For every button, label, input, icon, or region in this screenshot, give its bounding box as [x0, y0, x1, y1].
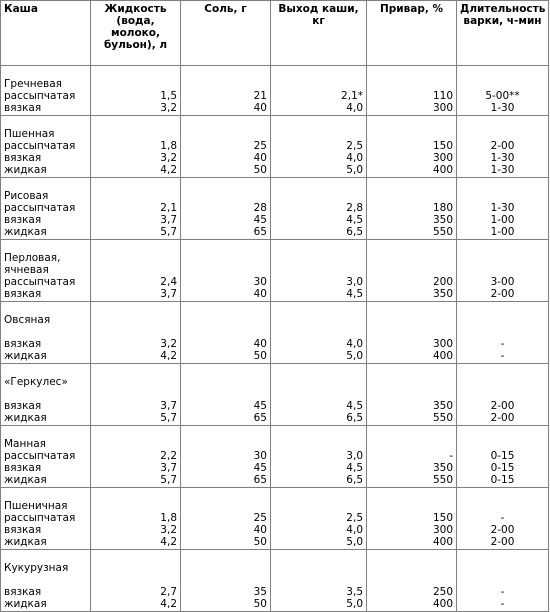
header-boil [367, 1, 457, 66]
porridge-title: Пшеничная [4, 500, 68, 512]
duration-cell [457, 178, 549, 240]
value: 550 [432, 474, 453, 486]
porridge-title: Пшенная [4, 128, 55, 140]
value: 40 [253, 102, 267, 114]
porridge-name-cell [1, 116, 91, 178]
salt-cell [181, 178, 271, 240]
porridge-title: «Геркулес» [4, 376, 68, 388]
value: 4,0 [346, 152, 363, 164]
header-liquid [91, 1, 181, 66]
consistency-label: вязкая [4, 400, 42, 412]
value: 400 [432, 164, 453, 176]
value: 35 [253, 586, 267, 598]
duration-cell [457, 66, 549, 116]
value: 5,7 [160, 412, 177, 424]
value: 3,2 [160, 152, 177, 164]
value: - [500, 598, 505, 610]
yield-cell [271, 302, 367, 364]
consistency-label: жидкая [4, 474, 47, 486]
table-row [1, 426, 549, 488]
boil-cell [367, 426, 457, 488]
value: 45 [253, 214, 267, 226]
value: 300 [432, 102, 453, 114]
header-text: Привар, % [379, 3, 444, 15]
boil-cell [367, 364, 457, 426]
value: 1,5 [160, 90, 177, 102]
consistency-label: вязкая [4, 524, 42, 536]
value: - [500, 350, 505, 362]
value: 50 [253, 598, 267, 610]
consistency-label: вязкая [4, 214, 42, 226]
value: 2-00 [490, 536, 515, 548]
value: 4,2 [160, 350, 177, 362]
consistency-label: рассыпчатая [4, 90, 76, 102]
value: 150 [432, 140, 453, 152]
header-text: Каша [4, 3, 38, 15]
consistency-label: жидкая [4, 598, 47, 610]
consistency-label: жидкая [4, 350, 47, 362]
porridge-title: Гречневая [4, 78, 62, 90]
value: 3,0 [346, 276, 363, 288]
consistency-label: рассыпчатая [4, 202, 76, 214]
value: 3,7 [160, 462, 177, 474]
value: 4,0 [346, 102, 363, 114]
liquid-cell [91, 66, 181, 116]
value: 200 [432, 276, 453, 288]
liquid-cell [91, 364, 181, 426]
value: 5,7 [160, 226, 177, 238]
value: 2-00 [490, 140, 515, 152]
value: 2-00 [490, 524, 515, 536]
porridge-title: Манная [4, 438, 46, 450]
value: 65 [253, 226, 267, 238]
boil-cell [367, 240, 457, 302]
yield-cell [271, 178, 367, 240]
liquid-cell [91, 116, 181, 178]
duration-cell [457, 550, 549, 612]
table-body [1, 66, 549, 612]
value: 2,5 [346, 512, 363, 524]
value: 21 [253, 90, 267, 102]
salt-cell [181, 66, 271, 116]
salt-cell [181, 364, 271, 426]
porridge-name-cell [1, 426, 91, 488]
liquid-cell [91, 426, 181, 488]
value: 2-00 [490, 400, 515, 412]
value: 40 [253, 524, 267, 536]
value: 40 [253, 288, 267, 300]
value: 3-00 [490, 276, 515, 288]
value: 6,5 [346, 226, 363, 238]
liquid-cell [91, 550, 181, 612]
porridge-name-cell [1, 302, 91, 364]
header-text: молоко, [110, 27, 161, 39]
spacer [4, 116, 87, 128]
header-text: варки, ч-мин [463, 15, 542, 27]
value: 2,1* [341, 90, 363, 102]
value: 50 [253, 350, 267, 362]
liquid-cell [91, 178, 181, 240]
value: 5,0 [346, 164, 363, 176]
salt-cell [181, 240, 271, 302]
header-text: Выход каши, [278, 3, 359, 15]
consistency-label: вязкая [4, 288, 42, 300]
consistency-label: жидкая [4, 536, 47, 548]
boil-cell [367, 116, 457, 178]
value: 5-00** [485, 90, 520, 102]
value: 0-15 [490, 462, 515, 474]
liquid-cell [91, 240, 181, 302]
value: 4,5 [346, 400, 363, 412]
value: 4,2 [160, 536, 177, 548]
consistency-label: рассыпчатая [4, 450, 76, 462]
value: 2,1 [160, 202, 177, 214]
value: 2-00 [490, 412, 515, 424]
spacer [4, 488, 87, 500]
table-row [1, 550, 549, 612]
value: 6,5 [346, 474, 363, 486]
value: 4,5 [346, 288, 363, 300]
value: - [500, 512, 505, 524]
value: 5,7 [160, 474, 177, 486]
value: 28 [253, 202, 267, 214]
value: 2,4 [160, 276, 177, 288]
spacer [4, 426, 87, 438]
yield-cell [271, 240, 367, 302]
boil-cell [367, 488, 457, 550]
value: 1-00 [490, 226, 515, 238]
consistency-label: вязкая [4, 152, 42, 164]
yield-cell [271, 426, 367, 488]
value: 350 [432, 214, 453, 226]
value: 30 [253, 450, 267, 462]
consistency-label: рассыпчатая [4, 276, 76, 288]
value: 6,5 [346, 412, 363, 424]
duration-cell [457, 240, 549, 302]
spacer [4, 302, 87, 314]
boil-cell [367, 178, 457, 240]
consistency-label: рассыпчатая [4, 512, 76, 524]
duration-cell [457, 426, 549, 488]
spacer [4, 240, 87, 252]
salt-cell [181, 550, 271, 612]
boil-cell [367, 66, 457, 116]
porridge-title: Овсяная [4, 314, 51, 326]
consistency-label: жидкая [4, 164, 47, 176]
salt-cell [181, 488, 271, 550]
porridge-title: ячневая [4, 264, 49, 276]
value: 1-30 [490, 164, 515, 176]
porridge-name-cell [1, 488, 91, 550]
value: 3,0 [346, 450, 363, 462]
value: 150 [432, 512, 453, 524]
value: 5,0 [346, 536, 363, 548]
value: 3,7 [160, 288, 177, 300]
value: 5,0 [346, 598, 363, 610]
yield-cell [271, 364, 367, 426]
value: 350 [432, 400, 453, 412]
header-text: Длительность [460, 3, 546, 15]
header-text: бульон), л [103, 39, 168, 51]
value: 1,8 [160, 512, 177, 524]
header-row [1, 1, 549, 66]
value: 2-00 [490, 288, 515, 300]
yield-cell [271, 550, 367, 612]
header-yield [271, 1, 367, 66]
porridge-name-cell [1, 178, 91, 240]
spacer [4, 550, 87, 562]
liquid-cell [91, 302, 181, 364]
header-salt [181, 1, 271, 66]
table-header [1, 1, 549, 66]
value: 250 [432, 586, 453, 598]
value: 300 [432, 524, 453, 536]
porridge-title [4, 574, 87, 586]
value: 45 [253, 400, 267, 412]
spacer [4, 66, 87, 78]
value: 550 [432, 412, 453, 424]
value: 300 [432, 152, 453, 164]
porridge-title [4, 326, 87, 338]
header-text: Жидкость [104, 3, 167, 15]
value: 400 [432, 350, 453, 362]
yield-cell [271, 488, 367, 550]
yield-cell [271, 66, 367, 116]
porridge-name-cell [1, 550, 91, 612]
value: 50 [253, 164, 267, 176]
header-text: Соль, г [204, 3, 247, 15]
consistency-label: вязкая [4, 586, 42, 598]
value: 4,5 [346, 462, 363, 474]
consistency-label: вязкая [4, 462, 42, 474]
consistency-label: рассыпчатая [4, 140, 76, 152]
value: 5,0 [346, 350, 363, 362]
value: 2,2 [160, 450, 177, 462]
value: 4,2 [160, 598, 177, 610]
value: - [500, 586, 505, 598]
consistency-label: вязкая [4, 102, 42, 114]
porridge-name-cell [1, 240, 91, 302]
value: 4,0 [346, 524, 363, 536]
value: 65 [253, 474, 267, 486]
porridge-name-cell [1, 66, 91, 116]
salt-cell [181, 302, 271, 364]
porridge-title: Рисовая [4, 190, 49, 202]
value: 3,7 [160, 400, 177, 412]
porridge-title: Кукурузная [4, 562, 69, 574]
salt-cell [181, 116, 271, 178]
duration-cell [457, 116, 549, 178]
porridge-title: Перловая, [4, 252, 61, 264]
value: 30 [253, 276, 267, 288]
value: 3,2 [160, 102, 177, 114]
value: 2,5 [346, 140, 363, 152]
table-row [1, 240, 549, 302]
value: 4,2 [160, 164, 177, 176]
value: 3,2 [160, 524, 177, 536]
table-row [1, 364, 549, 426]
header-duration [457, 1, 549, 66]
value: - [449, 450, 453, 462]
value: 4,5 [346, 214, 363, 226]
value: 350 [432, 462, 453, 474]
consistency-label: вязкая [4, 338, 42, 350]
table-row [1, 178, 549, 240]
duration-cell [457, 364, 549, 426]
liquid-cell [91, 488, 181, 550]
consistency-label: жидкая [4, 226, 47, 238]
porridge-name-cell [1, 364, 91, 426]
table-row [1, 302, 549, 364]
spacer [4, 364, 87, 376]
boil-cell [367, 302, 457, 364]
value: 65 [253, 412, 267, 424]
value: 1,8 [160, 140, 177, 152]
value: 400 [432, 536, 453, 548]
value: 40 [253, 152, 267, 164]
value: 1-00 [490, 214, 515, 226]
value: 180 [432, 202, 453, 214]
value: 1-30 [490, 202, 515, 214]
header-text: (вода, [116, 15, 155, 27]
value: 3,2 [160, 338, 177, 350]
value: 1-30 [490, 152, 515, 164]
value: 4,0 [346, 338, 363, 350]
header-text: кг [312, 15, 325, 27]
table-row [1, 66, 549, 116]
consistency-label: жидкая [4, 412, 47, 424]
value: 550 [432, 226, 453, 238]
value: 1-30 [490, 102, 515, 114]
porridge-title [4, 388, 87, 400]
value: 400 [432, 598, 453, 610]
duration-cell [457, 488, 549, 550]
value: 50 [253, 536, 267, 548]
yield-cell [271, 116, 367, 178]
value: 350 [432, 288, 453, 300]
value: 300 [432, 338, 453, 350]
salt-cell [181, 426, 271, 488]
value: 0-15 [490, 474, 515, 486]
table-row [1, 116, 549, 178]
boil-cell [367, 550, 457, 612]
value: 3,7 [160, 214, 177, 226]
value: 0-15 [490, 450, 515, 462]
value: 2,8 [346, 202, 363, 214]
value: 2,7 [160, 586, 177, 598]
value: 110 [432, 90, 453, 102]
value: - [500, 338, 505, 350]
value: 45 [253, 462, 267, 474]
value: 40 [253, 338, 267, 350]
value: 3,5 [346, 586, 363, 598]
duration-cell [457, 302, 549, 364]
value: 25 [253, 512, 267, 524]
table-row [1, 488, 549, 550]
spacer [4, 178, 87, 190]
header-porridge [1, 1, 91, 66]
value: 25 [253, 140, 267, 152]
